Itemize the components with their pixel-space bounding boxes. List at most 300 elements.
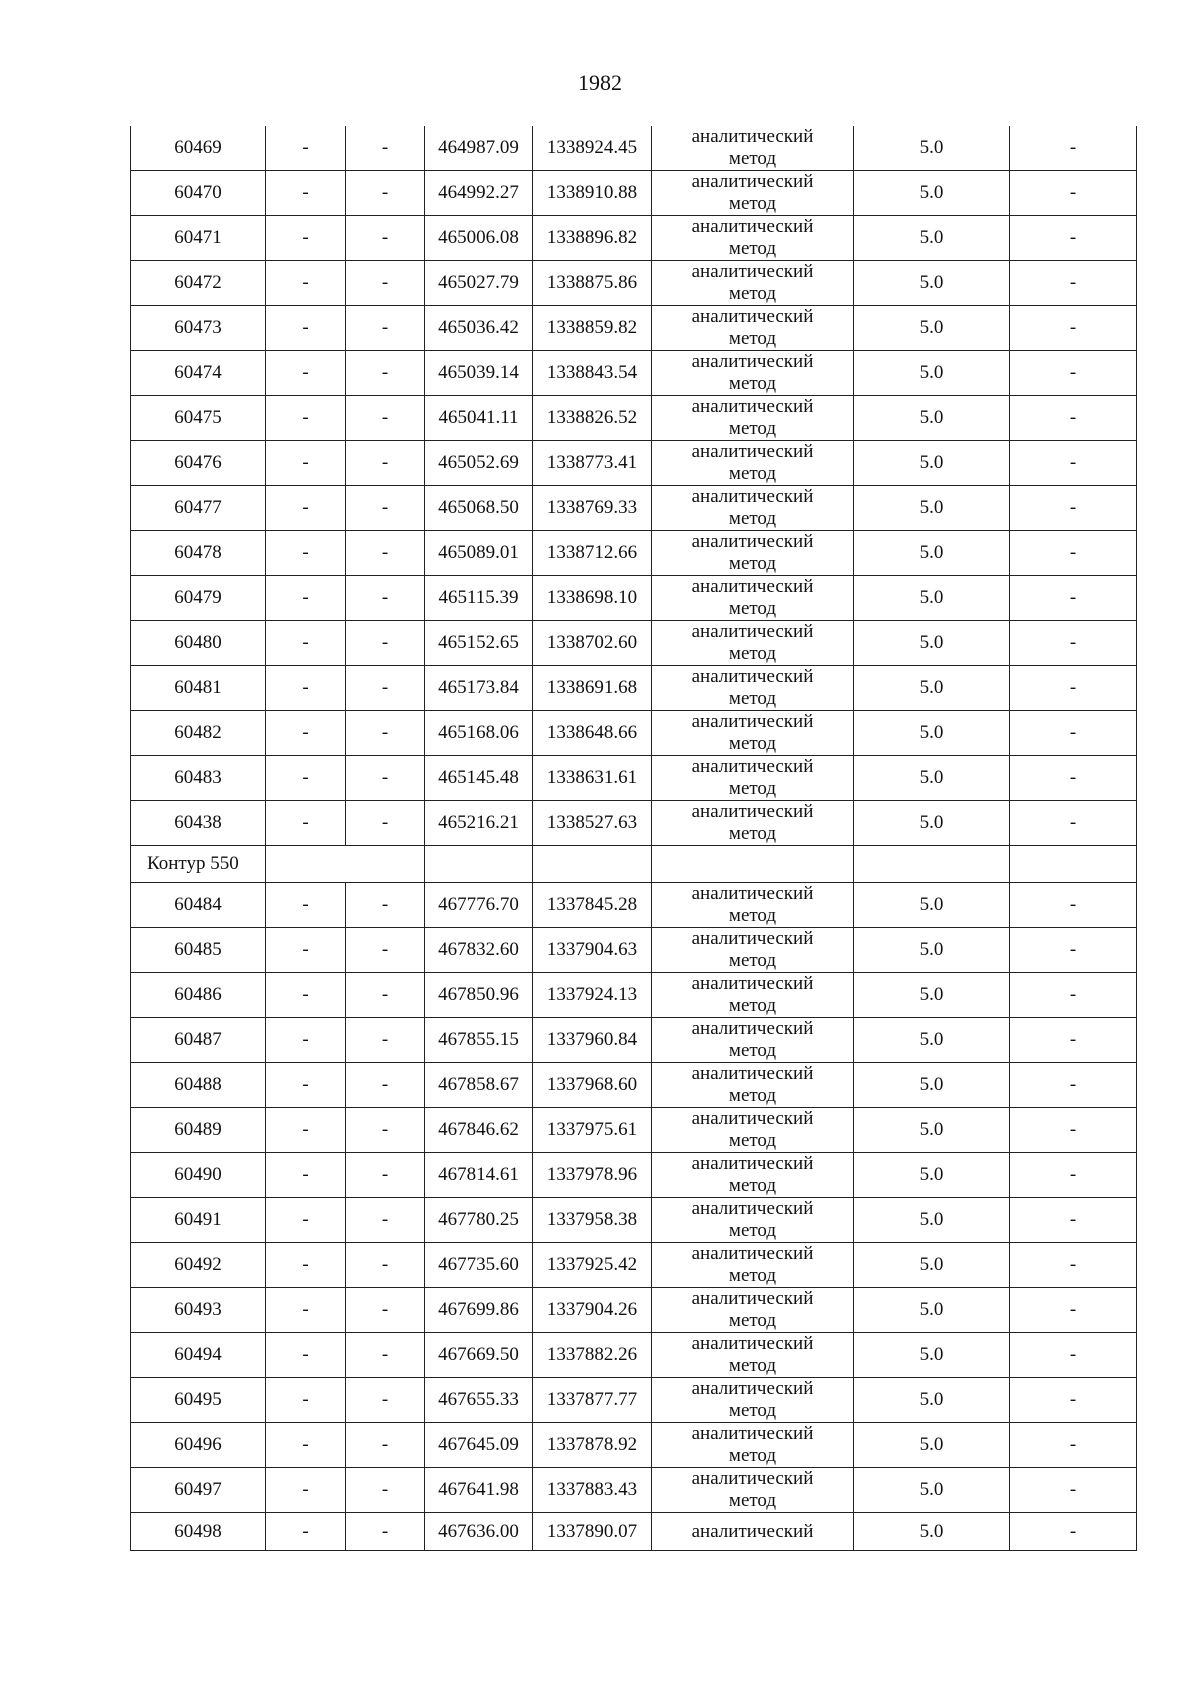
col3-cell: - <box>346 756 425 801</box>
method-line-2: метод <box>728 328 777 349</box>
col8-cell: - <box>1010 1108 1137 1153</box>
method-line-1: аналитический <box>691 973 814 994</box>
table-row <box>131 666 1137 711</box>
method-cell <box>652 1063 854 1108</box>
method-line-1: аналитический <box>691 1333 814 1354</box>
method-line-2: метод <box>728 1220 777 1241</box>
method-line-2: метод <box>728 1400 777 1421</box>
x-coordinate-cell: 467850.96 <box>425 973 533 1018</box>
col2-cell: - <box>266 1378 346 1423</box>
col2-cell: - <box>266 928 346 973</box>
method-line-2: метод <box>728 1310 777 1331</box>
y-coordinate-cell: 1337975.61 <box>533 1108 652 1153</box>
col8-cell: - <box>1010 973 1137 1018</box>
table-row <box>131 1243 1137 1288</box>
y-coordinate-cell: 1338631.61 <box>533 756 652 801</box>
method-cell <box>652 1513 854 1551</box>
x-coordinate-cell: 465027.79 <box>425 261 533 306</box>
col8-cell: - <box>1010 666 1137 711</box>
method-line-1: аналитический <box>691 928 814 949</box>
method-cell <box>652 306 854 351</box>
y-coordinate-cell: 1338843.54 <box>533 351 652 396</box>
accuracy-cell: 5.0 <box>854 801 1010 846</box>
col2-cell: - <box>266 711 346 756</box>
accuracy-cell: 5.0 <box>854 711 1010 756</box>
col3-cell: - <box>346 801 425 846</box>
method-cell <box>652 621 854 666</box>
method-cell <box>652 883 854 928</box>
y-coordinate-cell: 1337978.96 <box>533 1153 652 1198</box>
method-line-2: метод <box>728 733 777 754</box>
method-line-2: метод <box>728 598 777 619</box>
method-cell <box>652 1468 854 1513</box>
method-line-1: аналитический <box>691 216 814 237</box>
method-cell <box>652 928 854 973</box>
y-coordinate-cell: 1338648.66 <box>533 711 652 756</box>
table-row <box>131 576 1137 621</box>
method-line-1: аналитический <box>691 1468 814 1489</box>
accuracy-cell: 5.0 <box>854 756 1010 801</box>
col2-cell: - <box>266 396 346 441</box>
table-row <box>131 1423 1137 1468</box>
x-coordinate-cell: 465041.11 <box>425 396 533 441</box>
method-cell <box>652 711 854 756</box>
method-cell <box>652 171 854 216</box>
col8-cell: - <box>1010 756 1137 801</box>
method-line-1: аналитический <box>691 666 814 687</box>
x-coordinate-cell: 467846.62 <box>425 1108 533 1153</box>
method-cell <box>652 261 854 306</box>
method-cell <box>652 1198 854 1243</box>
x-coordinate-cell: 467735.60 <box>425 1243 533 1288</box>
col2-cell: - <box>266 171 346 216</box>
method-line-1: аналитический <box>691 621 814 642</box>
col2-cell: - <box>266 621 346 666</box>
method-cell <box>652 1378 854 1423</box>
col8-cell: - <box>1010 576 1137 621</box>
col2-cell: - <box>266 756 346 801</box>
table-row <box>131 1513 1137 1551</box>
table-row <box>131 1333 1137 1378</box>
method-line-2: метод <box>728 688 777 709</box>
x-coordinate-cell: 467814.61 <box>425 1153 533 1198</box>
table-row <box>131 351 1137 396</box>
point-id-cell: 60477 <box>131 486 266 531</box>
point-id-cell: 60483 <box>131 756 266 801</box>
coordinates-table <box>130 126 1137 1551</box>
method-line-1: аналитический <box>691 1108 814 1129</box>
accuracy-cell: 5.0 <box>854 576 1010 621</box>
col8-cell: - <box>1010 801 1137 846</box>
col2-cell: - <box>266 883 346 928</box>
col8-cell: - <box>1010 883 1137 928</box>
col8-cell: - <box>1010 1468 1137 1513</box>
accuracy-cell: 5.0 <box>854 1108 1010 1153</box>
point-id-cell: 60481 <box>131 666 266 711</box>
method-cell <box>652 531 854 576</box>
col8-cell: - <box>1010 531 1137 576</box>
col8-cell: - <box>1010 1063 1137 1108</box>
y-coordinate-cell: 1338527.63 <box>533 801 652 846</box>
col3-cell: - <box>346 1243 425 1288</box>
table-row <box>131 1153 1137 1198</box>
y-coordinate-cell: 1337924.13 <box>533 973 652 1018</box>
table-row <box>131 1063 1137 1108</box>
y-coordinate-cell: 1337882.26 <box>533 1333 652 1378</box>
method-line-1: аналитический <box>691 126 814 147</box>
contour-empty-cell <box>533 846 652 883</box>
accuracy-cell: 5.0 <box>854 883 1010 928</box>
table-row <box>131 531 1137 576</box>
table-row <box>131 1288 1137 1333</box>
col3-cell: - <box>346 171 425 216</box>
x-coordinate-cell: 465152.65 <box>425 621 533 666</box>
col8-cell: - <box>1010 928 1137 973</box>
col8-cell: - <box>1010 441 1137 486</box>
point-id-cell: 60471 <box>131 216 266 261</box>
point-id-cell: 60492 <box>131 1243 266 1288</box>
accuracy-cell: 5.0 <box>854 1468 1010 1513</box>
method-line-1: аналитический <box>691 351 814 372</box>
y-coordinate-cell: 1338691.68 <box>533 666 652 711</box>
col2-cell: - <box>266 801 346 846</box>
x-coordinate-cell: 465052.69 <box>425 441 533 486</box>
col2-cell: - <box>266 1288 346 1333</box>
table-body <box>131 126 1137 1551</box>
accuracy-cell: 5.0 <box>854 396 1010 441</box>
col3-cell: - <box>346 1378 425 1423</box>
col2-cell: - <box>266 1333 346 1378</box>
method-line-1: аналитический <box>691 261 814 282</box>
accuracy-cell: 5.0 <box>854 1063 1010 1108</box>
y-coordinate-cell: 1337904.63 <box>533 928 652 973</box>
col2-cell: - <box>266 126 346 171</box>
col2-cell: - <box>266 1108 346 1153</box>
point-id-cell: 60470 <box>131 171 266 216</box>
x-coordinate-cell: 465173.84 <box>425 666 533 711</box>
table-row <box>131 756 1137 801</box>
point-id-cell: 60497 <box>131 1468 266 1513</box>
method-line-2: метод <box>728 283 777 304</box>
method-cell <box>652 486 854 531</box>
col2-cell: - <box>266 973 346 1018</box>
col3-cell: - <box>346 928 425 973</box>
accuracy-cell: 5.0 <box>854 1378 1010 1423</box>
method-line-2: метод <box>728 950 777 971</box>
method-line-1: аналитический <box>691 1378 814 1399</box>
x-coordinate-cell: 467669.50 <box>425 1333 533 1378</box>
col8-cell: - <box>1010 1018 1137 1063</box>
point-id-cell: 60482 <box>131 711 266 756</box>
table-row <box>131 801 1137 846</box>
y-coordinate-cell: 1337845.28 <box>533 883 652 928</box>
table-row <box>131 1018 1137 1063</box>
x-coordinate-cell: 465039.14 <box>425 351 533 396</box>
col3-cell: - <box>346 396 425 441</box>
y-coordinate-cell: 1337958.38 <box>533 1198 652 1243</box>
method-line-2: метод <box>728 1040 777 1061</box>
accuracy-cell: 5.0 <box>854 666 1010 711</box>
col8-cell: - <box>1010 1423 1137 1468</box>
col8-cell: - <box>1010 621 1137 666</box>
method-line-1: аналитический <box>691 1288 814 1309</box>
point-id-cell: 60479 <box>131 576 266 621</box>
table-row <box>131 441 1137 486</box>
col3-cell: - <box>346 666 425 711</box>
col3-cell: - <box>346 126 425 171</box>
accuracy-cell: 5.0 <box>854 486 1010 531</box>
x-coordinate-cell: 467699.86 <box>425 1288 533 1333</box>
x-coordinate-cell: 465006.08 <box>425 216 533 261</box>
y-coordinate-cell: 1338875.86 <box>533 261 652 306</box>
col3-cell: - <box>346 1513 425 1551</box>
accuracy-cell: 5.0 <box>854 1423 1010 1468</box>
method-line-1: аналитический <box>691 711 814 732</box>
col2-cell: - <box>266 1198 346 1243</box>
col2-cell: - <box>266 441 346 486</box>
method-line-2: метод <box>728 643 777 664</box>
method-cell <box>652 216 854 261</box>
point-id-cell: 60498 <box>131 1513 266 1551</box>
accuracy-cell: 5.0 <box>854 1018 1010 1063</box>
method-cell <box>652 973 854 1018</box>
x-coordinate-cell: 467641.98 <box>425 1468 533 1513</box>
col8-cell: - <box>1010 1513 1137 1551</box>
method-line-1: аналитический <box>691 756 814 777</box>
point-id-cell: 60478 <box>131 531 266 576</box>
col3-cell: - <box>346 621 425 666</box>
y-coordinate-cell: 1338924.45 <box>533 126 652 171</box>
col8-cell: - <box>1010 711 1137 756</box>
method-line-1: аналитический <box>691 171 814 192</box>
x-coordinate-cell: 464992.27 <box>425 171 533 216</box>
col2-cell: - <box>266 261 346 306</box>
x-coordinate-cell: 465068.50 <box>425 486 533 531</box>
col2-cell: - <box>266 1018 346 1063</box>
point-id-cell: 60495 <box>131 1378 266 1423</box>
method-line-2: метод <box>728 373 777 394</box>
col2-cell: - <box>266 666 346 711</box>
col3-cell: - <box>346 576 425 621</box>
y-coordinate-cell: 1337904.26 <box>533 1288 652 1333</box>
col8-cell: - <box>1010 396 1137 441</box>
accuracy-cell: 5.0 <box>854 1333 1010 1378</box>
table-row <box>131 396 1137 441</box>
table-row <box>131 883 1137 928</box>
x-coordinate-cell: 467858.67 <box>425 1063 533 1108</box>
accuracy-cell: 5.0 <box>854 216 1010 261</box>
col8-cell: - <box>1010 126 1137 171</box>
method-cell <box>652 801 854 846</box>
method-line-1: аналитический <box>691 531 814 552</box>
method-line-1: аналитический <box>691 396 814 417</box>
x-coordinate-cell: 467780.25 <box>425 1198 533 1243</box>
y-coordinate-cell: 1337968.60 <box>533 1063 652 1108</box>
contour-empty-cell <box>1010 846 1137 883</box>
col8-cell: - <box>1010 1333 1137 1378</box>
method-cell <box>652 1333 854 1378</box>
method-line-1: аналитический <box>691 441 814 462</box>
x-coordinate-cell: 467776.70 <box>425 883 533 928</box>
col2-cell: - <box>266 216 346 261</box>
y-coordinate-cell: 1337877.77 <box>533 1378 652 1423</box>
contour-header-row <box>131 846 1137 883</box>
method-line-1: аналитический <box>691 576 814 597</box>
method-line-1: аналитический <box>691 1520 814 1542</box>
y-coordinate-cell: 1338769.33 <box>533 486 652 531</box>
point-id-cell: 60493 <box>131 1288 266 1333</box>
col2-cell: - <box>266 1153 346 1198</box>
contour-empty-cell <box>425 846 533 883</box>
y-coordinate-cell: 1338712.66 <box>533 531 652 576</box>
method-line-1: аналитический <box>691 1243 814 1264</box>
accuracy-cell: 5.0 <box>854 1198 1010 1243</box>
method-line-2: метод <box>728 238 777 259</box>
contour-empty-cell <box>266 846 425 883</box>
accuracy-cell: 5.0 <box>854 621 1010 666</box>
method-line-2: метод <box>728 778 777 799</box>
x-coordinate-cell: 467636.00 <box>425 1513 533 1551</box>
method-cell <box>652 1153 854 1198</box>
point-id-cell: 60489 <box>131 1108 266 1153</box>
method-cell <box>652 126 854 171</box>
col3-cell: - <box>346 261 425 306</box>
col8-cell: - <box>1010 1288 1137 1333</box>
col3-cell: - <box>346 441 425 486</box>
col2-cell: - <box>266 1513 346 1551</box>
accuracy-cell: 5.0 <box>854 441 1010 486</box>
method-line-2: метод <box>728 418 777 439</box>
y-coordinate-cell: 1338896.82 <box>533 216 652 261</box>
method-line-2: метод <box>728 1175 777 1196</box>
col3-cell: - <box>346 486 425 531</box>
method-line-2: метод <box>728 193 777 214</box>
col8-cell: - <box>1010 306 1137 351</box>
col8-cell: - <box>1010 1378 1137 1423</box>
method-line-1: аналитический <box>691 883 814 904</box>
page-number: 1982 <box>578 70 622 95</box>
col2-cell: - <box>266 1243 346 1288</box>
method-cell <box>652 576 854 621</box>
col2-cell: - <box>266 486 346 531</box>
x-coordinate-cell: 465036.42 <box>425 306 533 351</box>
point-id-cell: 60486 <box>131 973 266 1018</box>
x-coordinate-cell: 465115.39 <box>425 576 533 621</box>
col3-cell: - <box>346 351 425 396</box>
col8-cell: - <box>1010 486 1137 531</box>
table-row <box>131 928 1137 973</box>
col8-cell: - <box>1010 1243 1137 1288</box>
col2-cell: - <box>266 306 346 351</box>
point-id-cell: 60488 <box>131 1063 266 1108</box>
y-coordinate-cell: 1337883.43 <box>533 1468 652 1513</box>
point-id-cell: 60472 <box>131 261 266 306</box>
method-cell <box>652 666 854 711</box>
accuracy-cell: 5.0 <box>854 928 1010 973</box>
method-line-2: метод <box>728 463 777 484</box>
col3-cell: - <box>346 1153 425 1198</box>
y-coordinate-cell: 1338702.60 <box>533 621 652 666</box>
method-cell <box>652 351 854 396</box>
col3-cell: - <box>346 1063 425 1108</box>
method-line-2: метод <box>728 148 777 169</box>
table-row <box>131 126 1137 171</box>
method-line-2: метод <box>728 1490 777 1511</box>
col2-cell: - <box>266 1063 346 1108</box>
x-coordinate-cell: 465168.06 <box>425 711 533 756</box>
accuracy-cell: 5.0 <box>854 531 1010 576</box>
method-line-1: аналитический <box>691 1198 814 1219</box>
table-row <box>131 621 1137 666</box>
y-coordinate-cell: 1337925.42 <box>533 1243 652 1288</box>
col8-cell: - <box>1010 1153 1137 1198</box>
table-row <box>131 1198 1137 1243</box>
accuracy-cell: 5.0 <box>854 1243 1010 1288</box>
point-id-cell: 60484 <box>131 883 266 928</box>
x-coordinate-cell: 465089.01 <box>425 531 533 576</box>
point-id-cell: 60490 <box>131 1153 266 1198</box>
method-line-1: аналитический <box>691 1153 814 1174</box>
point-id-cell: 60475 <box>131 396 266 441</box>
point-id-cell: 60474 <box>131 351 266 396</box>
col3-cell: - <box>346 1288 425 1333</box>
x-coordinate-cell: 467855.15 <box>425 1018 533 1063</box>
method-cell <box>652 1018 854 1063</box>
point-id-cell: 60473 <box>131 306 266 351</box>
accuracy-cell: 5.0 <box>854 351 1010 396</box>
method-cell <box>652 1288 854 1333</box>
col3-cell: - <box>346 973 425 1018</box>
col2-cell: - <box>266 531 346 576</box>
table-row <box>131 486 1137 531</box>
method-cell <box>652 1243 854 1288</box>
col8-cell: - <box>1010 351 1137 396</box>
x-coordinate-cell: 465216.21 <box>425 801 533 846</box>
method-cell <box>652 396 854 441</box>
col3-cell: - <box>346 1468 425 1513</box>
point-id-cell: 60438 <box>131 801 266 846</box>
col3-cell: - <box>346 1198 425 1243</box>
accuracy-cell: 5.0 <box>854 126 1010 171</box>
method-line-1: аналитический <box>691 1018 814 1039</box>
y-coordinate-cell: 1338910.88 <box>533 171 652 216</box>
accuracy-cell: 5.0 <box>854 1153 1010 1198</box>
accuracy-cell: 5.0 <box>854 171 1010 216</box>
method-line-2: метод <box>728 995 777 1016</box>
col8-cell: - <box>1010 171 1137 216</box>
col3-cell: - <box>346 883 425 928</box>
method-cell <box>652 756 854 801</box>
col3-cell: - <box>346 306 425 351</box>
method-cell <box>652 1423 854 1468</box>
method-line-2: метод <box>728 1355 777 1376</box>
col8-cell: - <box>1010 216 1137 261</box>
col8-cell: - <box>1010 261 1137 306</box>
point-id-cell: 60469 <box>131 126 266 171</box>
method-line-1: аналитический <box>691 486 814 507</box>
method-line-1: аналитический <box>691 1423 814 1444</box>
x-coordinate-cell: 467655.33 <box>425 1378 533 1423</box>
y-coordinate-cell: 1337960.84 <box>533 1018 652 1063</box>
col2-cell: - <box>266 351 346 396</box>
y-coordinate-cell: 1338773.41 <box>533 441 652 486</box>
y-coordinate-cell: 1337890.07 <box>533 1513 652 1551</box>
accuracy-cell: 5.0 <box>854 306 1010 351</box>
accuracy-cell: 5.0 <box>854 1513 1010 1551</box>
table-row <box>131 711 1137 756</box>
col3-cell: - <box>346 1333 425 1378</box>
table-row <box>131 1108 1137 1153</box>
